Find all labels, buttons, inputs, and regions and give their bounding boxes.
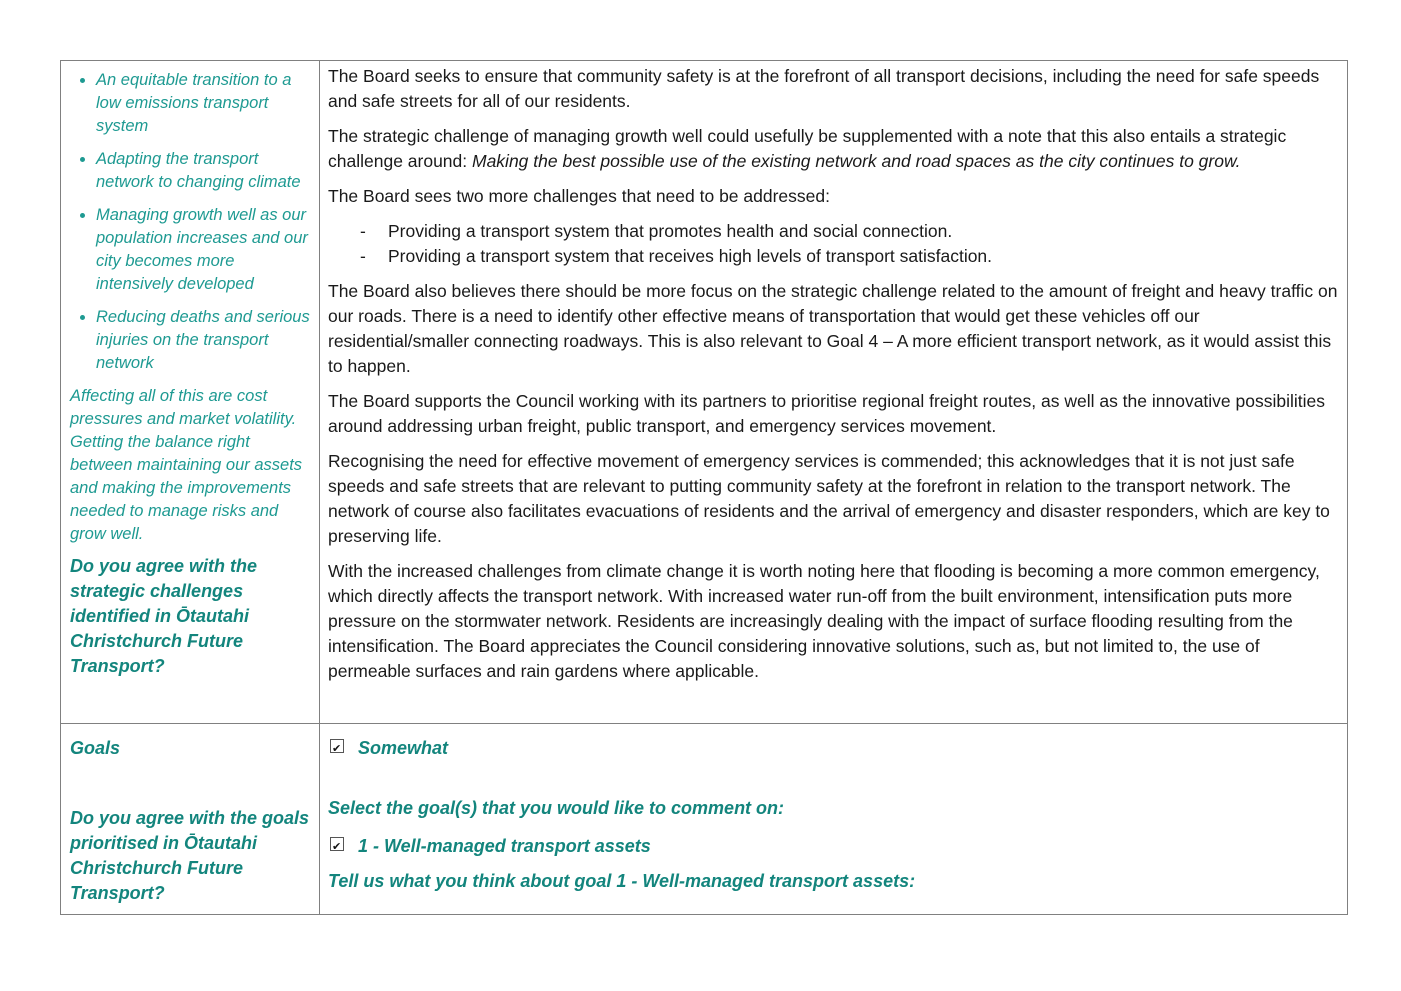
- challenges-list: [70, 69, 313, 375]
- response-paragraph: The Board also believes there should be more focus on the strategic challenge related to the amount of freight and heavy traffic on our roads. There is a need to identify other effective means of transportation that would get these vehicles off our residential/smaller connecting roadways. This is also relevant to Goal 4 – A more efficient transport network, as it would assist this to happen.: [328, 281, 1338, 376]
- submission-table: [60, 60, 1348, 915]
- goals-cell: [61, 724, 320, 915]
- checkbox-checked-icon[interactable]: [330, 739, 344, 753]
- challenges-dash-list: [328, 219, 1339, 269]
- answer-somewhat: [328, 736, 1339, 761]
- response-paragraph: Recognising the need for effective movement of emergency services is commended; this acknowledges that it is not just safe speeds and safe streets that are relevant to putting community safety at the forefront in relation to the transport network. The network of course also facilitates evacuations of residents and the arrival of emergency and disaster responders, which are key to preserving life.: [328, 451, 1330, 546]
- table-row: [61, 61, 1348, 724]
- challenges-question: Do you agree with the strategic challenges identified in Ōtautahi Christchurch Future Transport?: [70, 556, 258, 676]
- challenges-note: Affecting all of this are cost pressures and market volatility. Getting the balance right between maintaining our assets and making the improvements needed to manage risks and grow well.: [70, 387, 303, 543]
- response-paragraph: The Board seeks to ensure that community safety is at the forefront of all transport decisions, including the need for safe speeds and safe streets for all of our residents.: [328, 66, 1320, 111]
- response-paragraph: With the increased challenges from climate change it is worth noting here that flooding is becoming a more common emergency, which directly affects the transport network. With increased water run-off from the built environment, intensification puts more pressure on the stormwater network. Residents are increasingly dealing with the impact of surface flooding resulting from the intensification. The Board appreciates the Council considering innovative solutions, such as, but not limited to, the use of permeable surfaces and rain gardens where applicable.: [328, 561, 1320, 681]
- response-paragraph: The Board supports the Council working with its partners to prioritise regional freight routes, as well as the innovative possibilities around addressing urban freight, public transport, and emergency services movement.: [328, 391, 1326, 436]
- checkbox-checked-icon[interactable]: [330, 837, 344, 851]
- strategic-challenges-cell: [61, 61, 320, 724]
- response-text: The strategic challenge of managing growth well could usefully be supplemented with a note that this also entails a strategic challenge around:: [328, 126, 1287, 171]
- table-row: [61, 724, 1348, 915]
- board-response-cell: [320, 61, 1348, 724]
- list-item: - Providing a transport system that receives high levels of transport satisfaction.: [360, 244, 1339, 269]
- response-emphasis: Making the best possible use of the existing network and road spaces as the city continues to grow.: [472, 151, 1241, 171]
- goal-comment-prompt: Tell us what you think about goal 1 - Well-managed transport assets:: [328, 871, 916, 891]
- list-item: • Reducing deaths and serious injuries on the transport network: [96, 306, 313, 375]
- list-item: • An equitable transition to a low emissions transport system: [96, 69, 313, 138]
- select-goals-prompt: Select the goal(s) that you would like to comment on:: [328, 798, 785, 818]
- list-item: - Providing a transport system that promotes health and social connection.: [360, 219, 1339, 244]
- response-paragraph: The Board sees two more challenges that need to be addressed:: [328, 186, 830, 206]
- list-item: • Managing growth well as our population increases and our city becomes more intensively developed: [96, 204, 313, 296]
- response-paragraph: [328, 124, 1339, 174]
- goals-response-cell: [320, 724, 1348, 915]
- goals-question: Do you agree with the goals prioritised in Ōtautahi Christchurch Future Transport?: [70, 808, 310, 903]
- list-item: • Adapting the transport network to changing climate: [96, 148, 313, 194]
- goal-option-1: [328, 834, 1339, 859]
- goal-option-label: 1 - Well-managed transport assets: [358, 836, 651, 856]
- answer-label: Somewhat: [358, 738, 449, 758]
- goals-heading: Goals: [70, 738, 121, 758]
